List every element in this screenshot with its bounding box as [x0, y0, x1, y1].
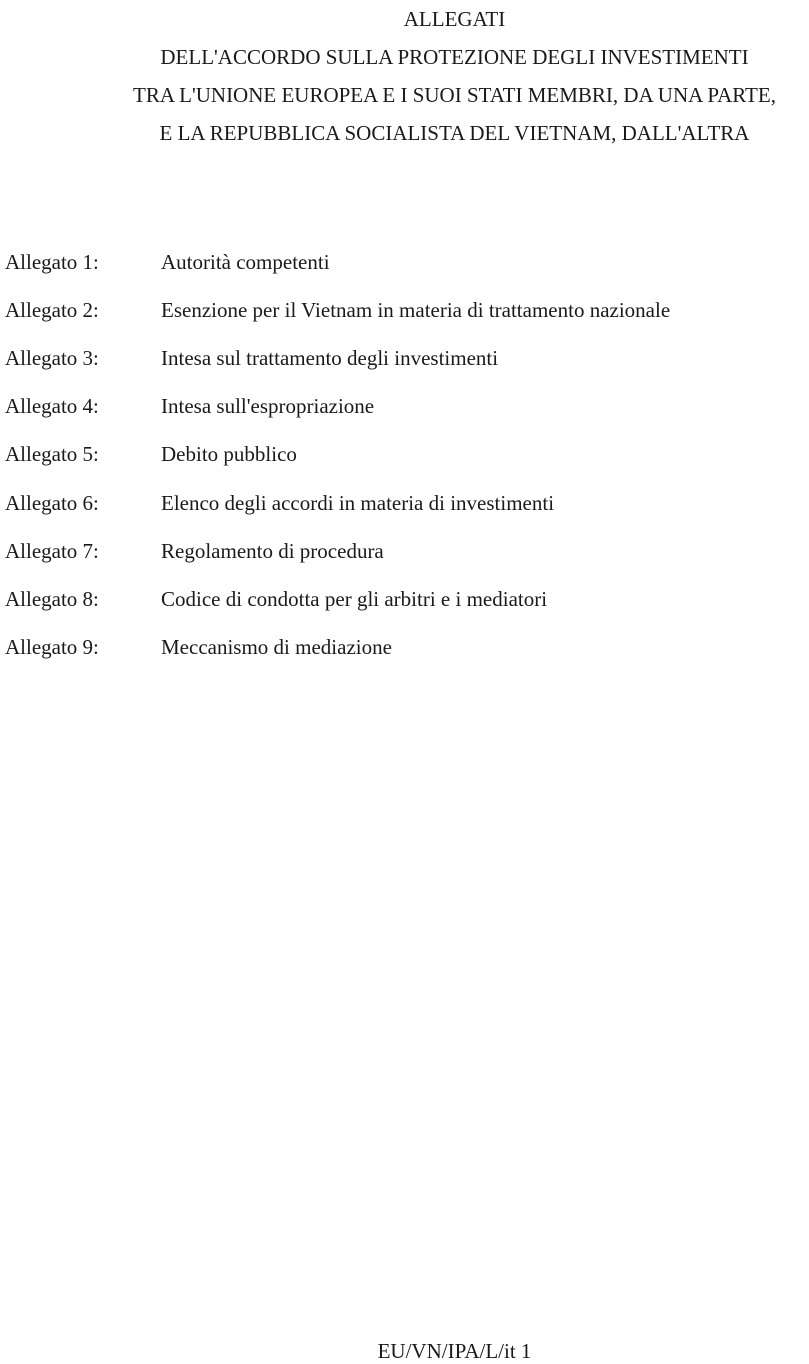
annex-title: Intesa sul trattamento degli investimenti [161, 345, 499, 370]
document-heading [100, 0, 809, 152]
annex-title: Meccanismo di mediazione [161, 635, 392, 660]
annex-label: Allegato 3: [5, 345, 99, 370]
annex-title: Debito pubblico [161, 442, 297, 467]
annex-item [5, 479, 805, 527]
annex-label: Allegato 8: [5, 586, 99, 611]
annex-title: Elenco degli accordi in materia di investimenti [161, 490, 555, 515]
heading-line: DELL'ACCORDO SULLA PROTEZIONE DEGLI INVESTIMENTI [160, 45, 749, 69]
annex-title: Codice di condotta per gli arbitri e i mediatori [161, 586, 548, 611]
page-footer-reference: EU/VN/IPA/L/it 1 [377, 1339, 532, 1363]
annex-label: Allegato 1: [5, 249, 99, 274]
heading-line: ALLEGATI [403, 7, 506, 31]
annex-item [5, 238, 805, 286]
annex-item [5, 431, 805, 479]
annex-label: Allegato 2: [5, 297, 99, 322]
annex-label: Allegato 7: [5, 538, 99, 563]
annex-item [5, 527, 805, 575]
annex-item [5, 624, 805, 672]
annex-label: Allegato 6: [5, 490, 99, 515]
annex-title: Regolamento di procedura [161, 538, 384, 563]
heading-line: E LA REPUBBLICA SOCIALISTA DEL VIETNAM, DALL'ALTRA [159, 121, 750, 145]
annex-item [5, 575, 805, 623]
annex-label: Allegato 5: [5, 442, 99, 467]
annex-list [5, 238, 805, 672]
annex-item [5, 383, 805, 431]
annex-label: Allegato 9: [5, 635, 99, 660]
heading-line: TRA L'UNIONE EUROPEA E I SUOI STATI MEMBRI, DA UNA PARTE, [133, 83, 776, 107]
annex-item [5, 334, 805, 382]
annex-item [5, 286, 805, 334]
annex-title: Autorità competenti [161, 249, 330, 274]
annex-label: Allegato 4: [5, 394, 99, 419]
annex-title: Esenzione per il Vietnam in materia di trattamento nazionale [161, 297, 671, 322]
annex-title: Intesa sull'espropriazione [161, 394, 375, 419]
